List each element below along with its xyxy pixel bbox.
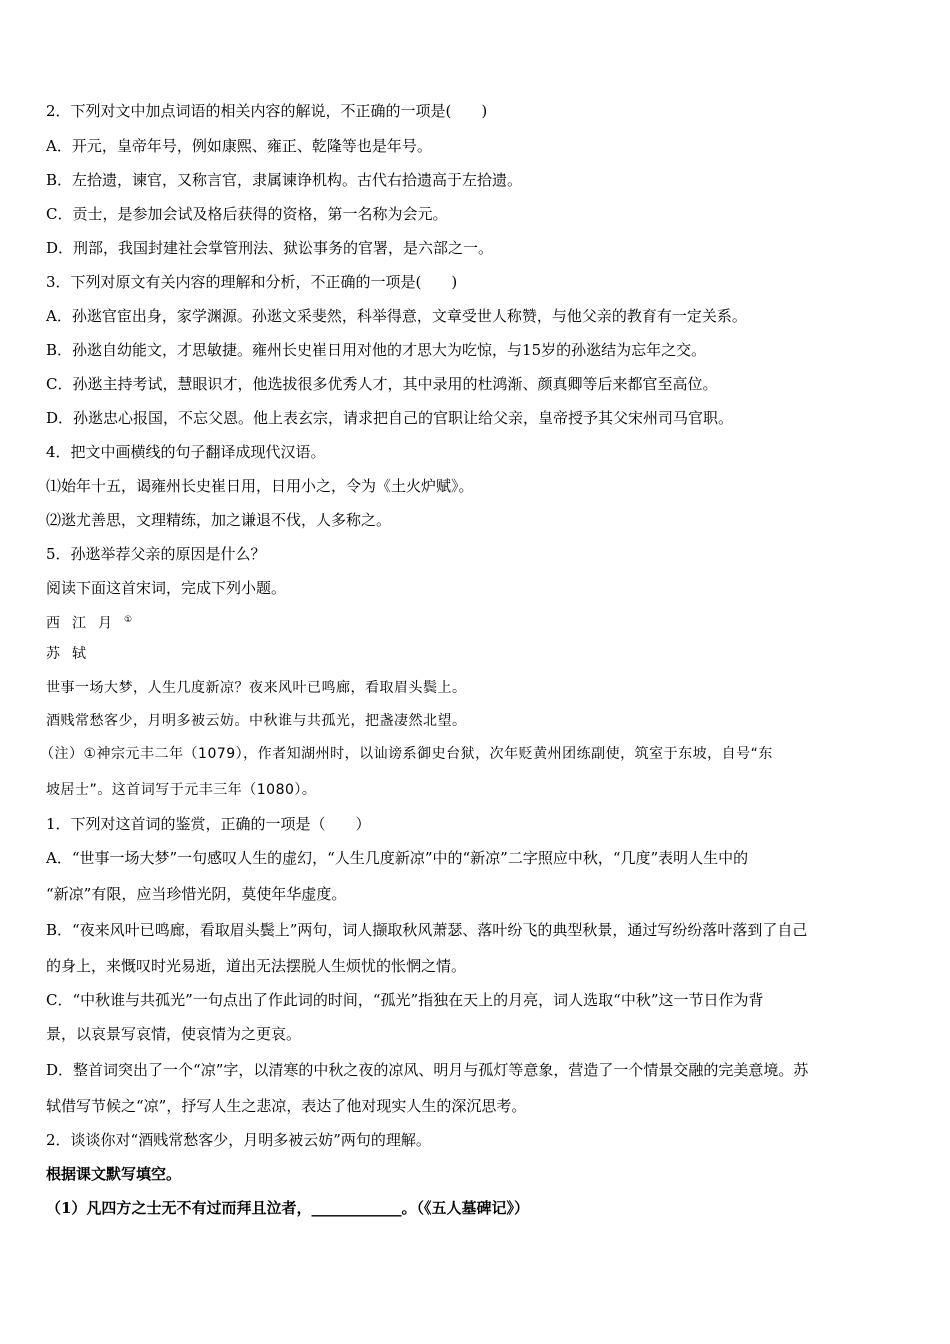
poem-line-2: 酒贱常愁客少，月明多被云妨。中秋谁与共孤光，把盏凄然北望。: [46, 713, 467, 729]
p1-option-c-1: C．“中秋谁与共孤光”一句点出了作此词的时间，“孤光”指独在天上的月亮，词人选取“中秋”这一节日作为背: [46, 991, 764, 1009]
q4-sentence-2: ⑵逖尤善思，文理精练，加之谦退不伐，人多称之。: [46, 511, 392, 529]
poem-title-line: [46, 610, 133, 634]
q3-option-d: D．孙逖忠心报国，不忘父恩。他上表玄宗，请求把自己的官职让给父亲，皇帝授予其父宋州司马官职。: [46, 409, 734, 427]
q4-sentence-1: ⑴始年十五，谒雍州长史崔日用，日用小之，令为《土火炉赋》。: [46, 477, 474, 495]
poem-line-1: 世事一场大梦，人生几度新凉？夜来风叶已鸣廊，看取眉头鬓上。: [46, 680, 467, 696]
q3-stem: 3．下列对原文有关内容的理解和分析，不正确的一项是( ): [46, 273, 458, 291]
p1-option-b-1: B．“夜来风叶已鸣廊，看取眉头鬓上”两句，词人撷取秋风萧瑟、落叶纷飞的典型秋景，通过写纷纷落叶落到了自己: [46, 921, 808, 939]
q2-option-c: C．贡士，是参加会试及格后获得的资格，第一名称为会元。: [46, 205, 448, 223]
q3-option-b: B．孙逖自幼能文，才思敏捷。雍州长史崔日用对他的才思大为吃惊，与15岁的孙逖结为忘年之交。: [46, 341, 707, 359]
poem-author: 苏轼: [46, 646, 98, 662]
poem-note-1: （注）①神宗元丰二年（1079），作者知湖州时，以讪谤系御史台狱，次年贬黄州团练副使，筑室于东坡，自号“东: [40, 746, 773, 762]
q3-option-c: C．孙逖主持考试，慧眼识才，他选拔很多优秀人才，其中录用的杜鸿渐、颜真卿等后来都官至高位。: [46, 375, 718, 393]
p2-stem: 2．谈谈你对“酒贱常愁客少，月明多被云妨”两句的理解。: [46, 1131, 431, 1149]
p1-option-a-2: “新凉”有限，应当珍惜光阴，莫使年华虚度。: [46, 885, 347, 903]
reading-intro: 阅读下面这首宋词，完成下列小题。: [46, 579, 287, 597]
q3-option-a: A．孙逖官宦出身，家学渊源。孙逖文采斐然，科举得意，文章受世人称赞，与他父亲的教育有一定关系。: [46, 307, 747, 325]
fill-item-1-source: 。（《五人墓碑记》）: [401, 1199, 529, 1217]
q2-stem: 2．下列对文中加点词语的相关内容的解说，不正确的一项是( ): [46, 102, 488, 120]
fill-item-1: [46, 1198, 529, 1218]
p1-option-d-1: D．整首词突出了一个“凉”字，以清寒的中秋之夜的凉风、明月与孤灯等意象，营造了一个情景交融的完美意境。苏: [46, 1061, 809, 1079]
p1-option-b-2: 的身上，来慨叹时光易逝，道出无法摆脱人生烦忧的怅惘之情。: [46, 957, 467, 975]
q2-option-b: B．左拾遗，谏官，又称言官，隶属谏诤机构。古代右拾遗高于左拾遗。: [46, 171, 523, 189]
fill-item-1-prompt: （1）凡四方之士无不有过而拜且泣者，: [46, 1199, 312, 1217]
q5-stem: 5．孙逖举荐父亲的原因是什么？: [46, 545, 266, 563]
fill-heading: 根据课文默写填空。: [46, 1165, 182, 1183]
q2-option-d: D．刑部，我国封建社会掌管刑法、狱讼事务的官署，是六部之一。: [46, 239, 494, 257]
fill-blank[interactable]: ____________: [311, 1199, 402, 1217]
q4-stem: 4．把文中画横线的句子翻译成现代汉语。: [46, 443, 326, 461]
p1-stem: 1．下列对这首词的鉴赏，正确的一项是（ ）: [46, 815, 371, 833]
poem-note-2: 坡居士”。这首词写于元丰三年（1080）。: [46, 782, 317, 798]
p1-option-d-2: 轼借写节候之“凉”，抒写人生之悲凉，表达了他对现实人生的深沉思考。: [46, 1097, 527, 1115]
poem-title: 西江月: [46, 615, 124, 632]
p1-option-a-1: A．“世事一场大梦”一句感叹人生的虚幻，“人生几度新凉”中的“新凉”二字照应中秋，“几度”表明人生中的: [46, 849, 749, 867]
p1-option-c-2: 景，以哀景写哀情，使哀情为之更哀。: [46, 1025, 302, 1043]
q2-option-a: A．开元，皇帝年号，例如康熙、雍正、乾隆等也是年号。: [46, 137, 432, 155]
footnote-mark: ①: [124, 615, 133, 625]
